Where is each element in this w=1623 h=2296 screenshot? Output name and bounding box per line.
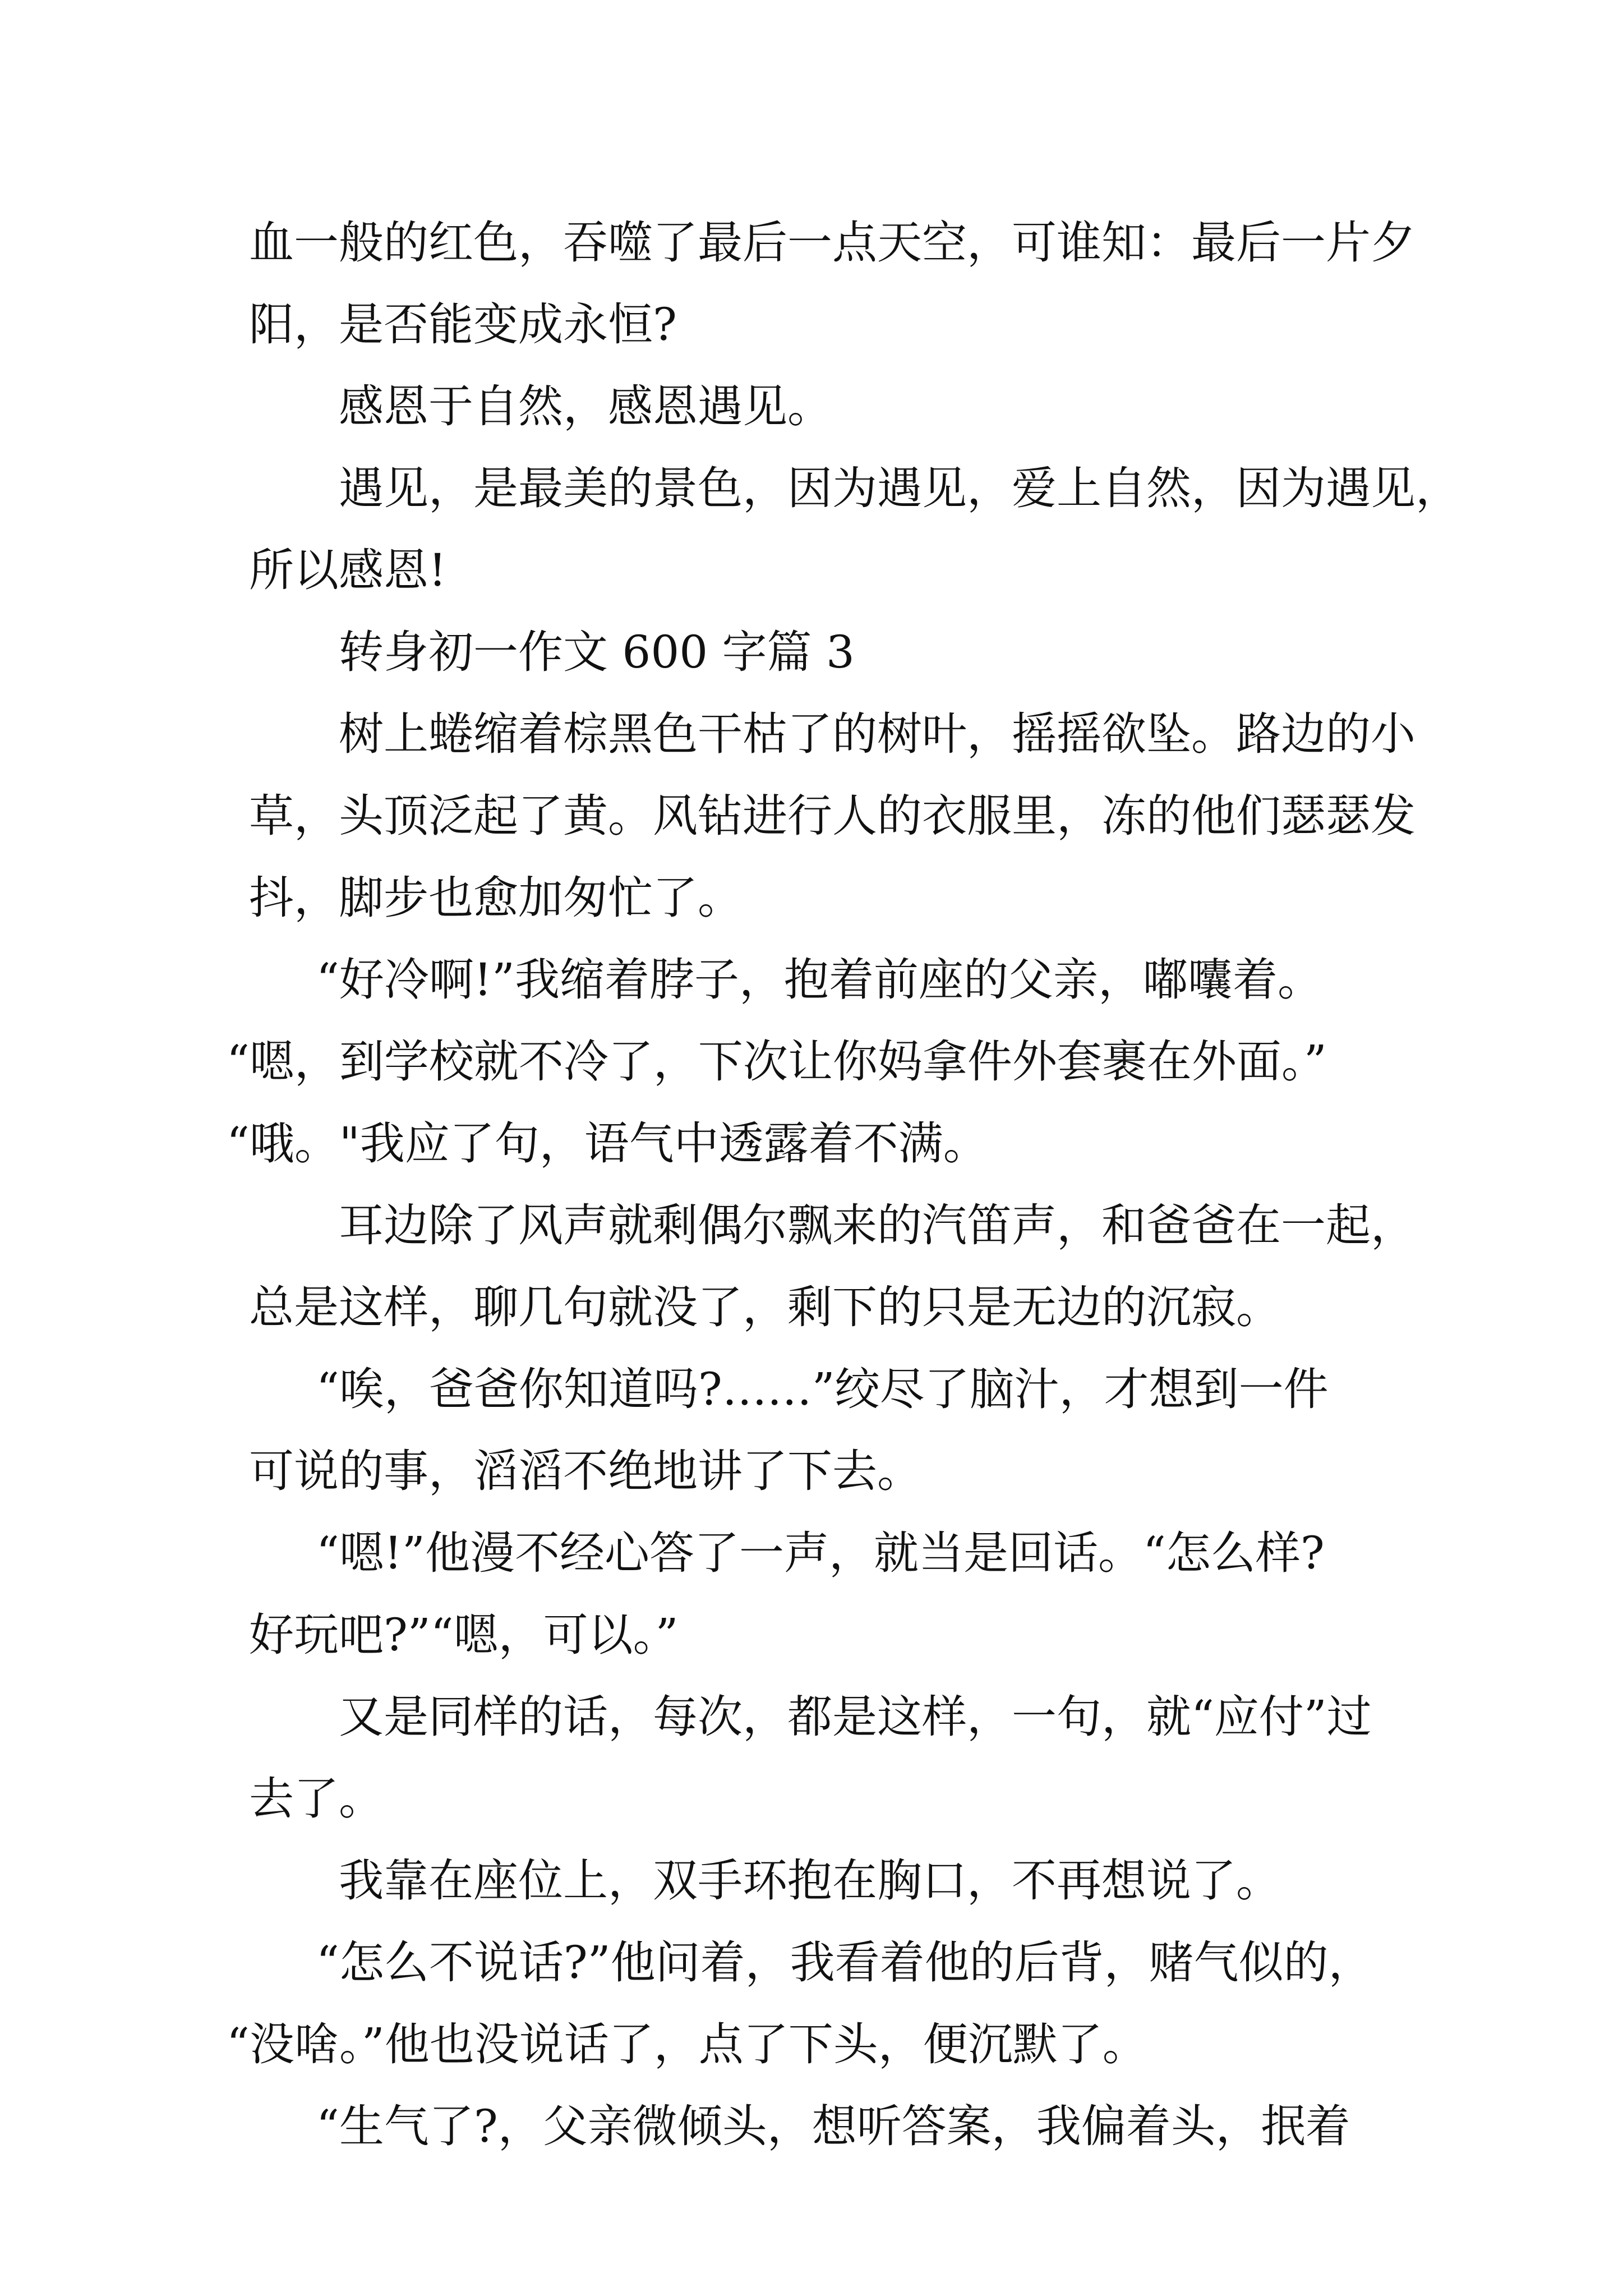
text-line: 树上蜷缩着棕黑色干枯了的树叶，摇摇欲坠。路边的小 (339, 708, 1415, 760)
text-line: “好冷啊!”我缩着脖子，抱着前座的父亲，嘟囔着。 (316, 954, 1322, 1006)
text-line: 可说的事，滔滔不绝地讲了下去。 (249, 1445, 922, 1497)
text-line: 又是同样的话，每次，都是这样，一句，就“应付”过 (339, 1691, 1372, 1743)
text-line: 总是这样，聊几句就没了，剩下的只是无边的沉寂。 (249, 1281, 1281, 1333)
text-line: 血一般的红色，吞噬了最后一点天空，可谁知：最后一片夕 (249, 217, 1415, 269)
text-line: “哦。"我应了句，语气中透露着不满。 (227, 1117, 988, 1170)
document-body (227, 202, 1460, 2168)
text-line: 好玩吧?”“嗯，可以。” (249, 1609, 679, 1661)
text-line: 感恩于自然，感恩遇见。 (339, 380, 832, 432)
text-line: 草，头顶泛起了黄。风钻进行人的衣服里，冻的他们瑟瑟发 (249, 790, 1415, 842)
text-line: 遇见，是最美的景色，因为遇见，爱上自然，因为遇见， (339, 462, 1460, 514)
text-line: “怎么不说话?”他问着，我看着他的后背，赌气似的， (316, 1936, 1373, 1989)
text-line: 抖，脚步也愈加匆忙了。 (249, 872, 743, 924)
text-line: “嗯，到学校就不冷了，下次让你妈拿件外套裹在外面。” (227, 1036, 1327, 1088)
text-line: 我靠在座位上，双手环抱在胸口，不再想说了。 (339, 1855, 1281, 1907)
text-line: “嗯!”他漫不经心答了一声，就当是回话。“怎么样? (316, 1527, 1325, 1579)
section-heading: 转身初一作文 600 字篇 3 (339, 626, 855, 678)
text-line: 去了。 (249, 1773, 384, 1825)
text-line: “唉，爸爸你知道吗?……”绞尽了脑汁，才想到一件 (316, 1363, 1329, 1415)
text-line: 耳边除了风声就剩偶尔飘来的汽笛声，和爸爸在一起， (339, 1199, 1415, 1251)
text-line: “生气了?，父亲微倾头，想听答案，我偏着头，抿着 (316, 2100, 1350, 2152)
text-line: “没啥。”他也没说话了，点了下头，便沉默了。 (227, 2018, 1147, 2070)
text-line: 所以感恩! (249, 544, 447, 596)
text-line: 阳，是否能变成永恒? (249, 298, 677, 351)
